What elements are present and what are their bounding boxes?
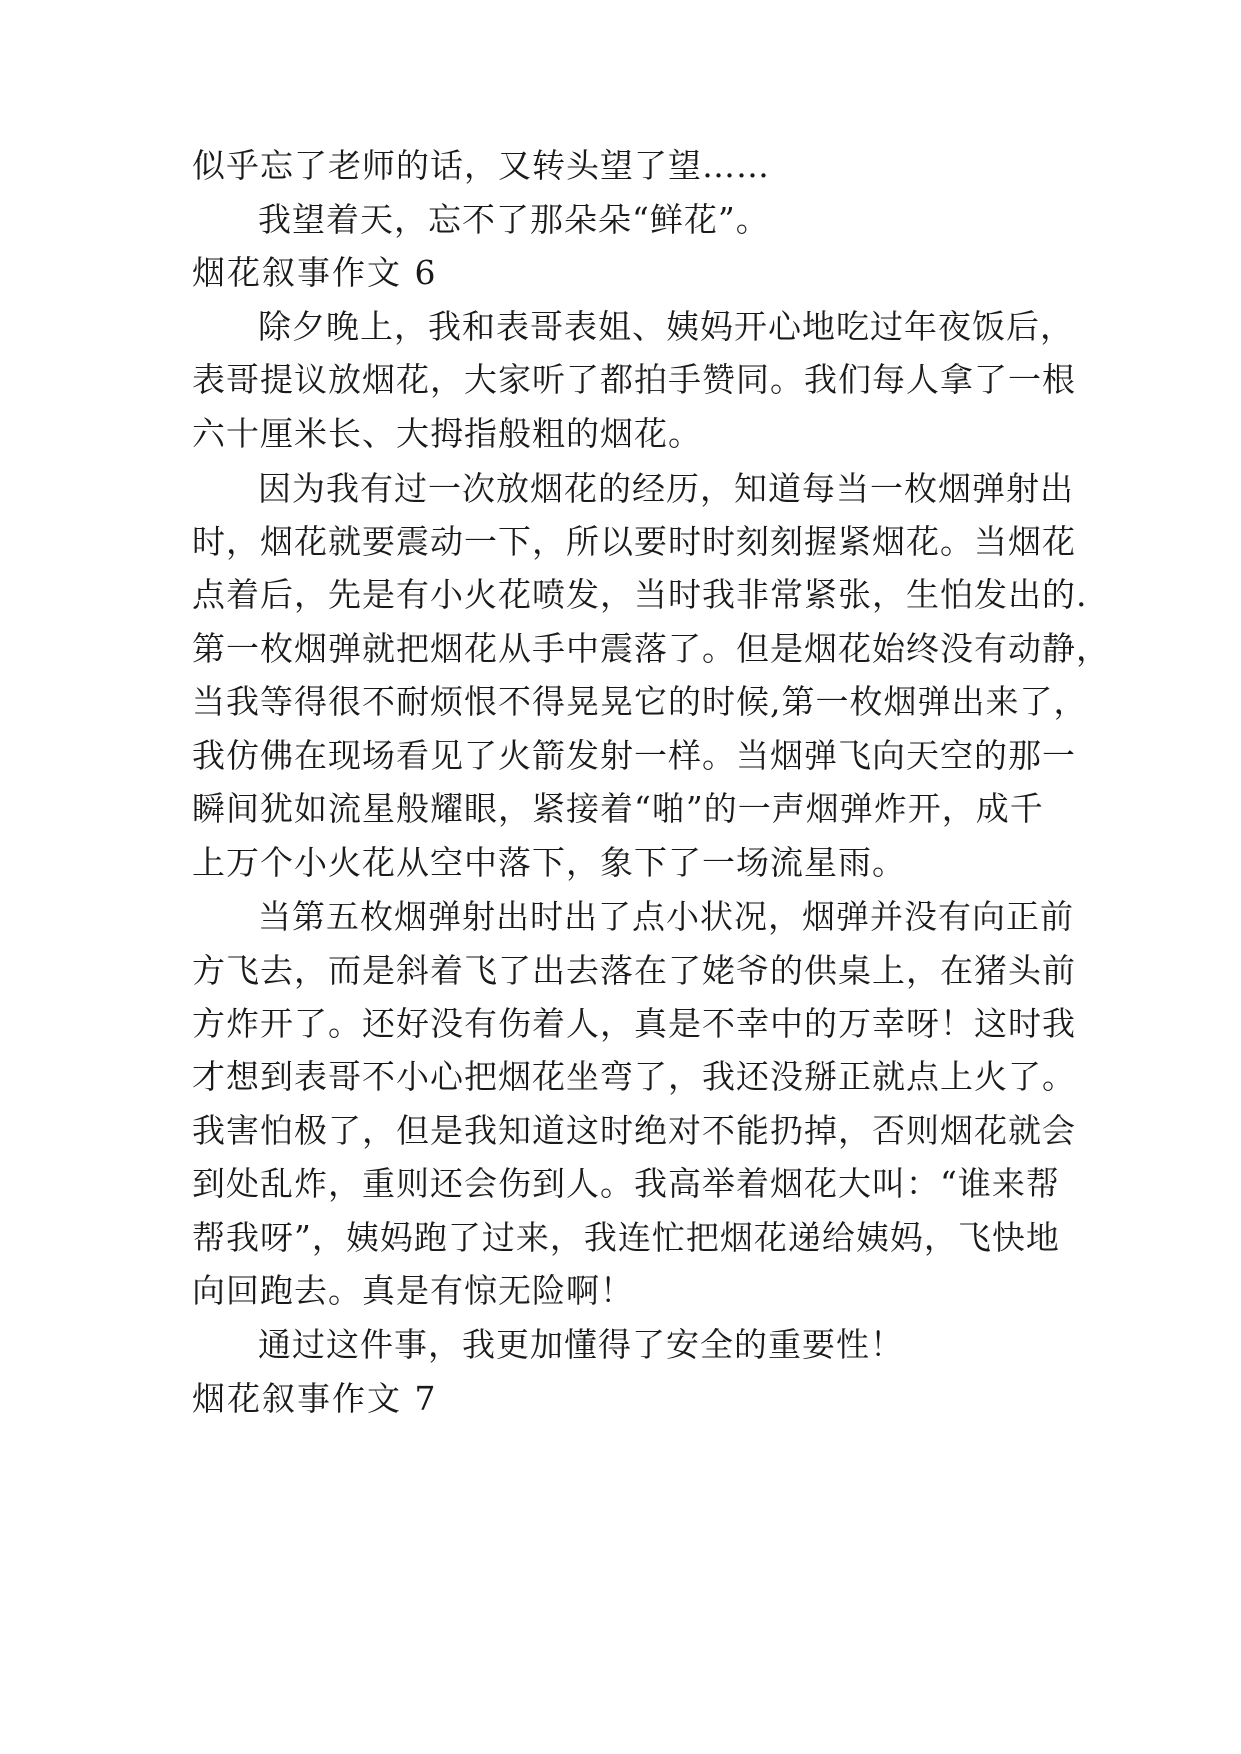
paragraph-line: 第一枚烟弹就把烟花从手中震落了。但是烟花始终没有动静， — [192, 629, 1110, 668]
paragraph-line: 因为我有过一次放烟花的经历，知道每当一枚烟弹射出 — [258, 469, 1074, 508]
paragraph-line: 才想到表哥不小心把烟花坐弯了，我还没掰正就点上火了。 — [192, 1057, 1076, 1096]
paragraph-line: 向回跑去。真是有惊无险啊！ — [192, 1271, 634, 1310]
paragraph-line: 除夕晚上，我和表哥表姐、姨妈开心地吃过年夜饭后， — [258, 307, 1074, 346]
paragraph-line: 时，烟花就要震动一下，所以要时时刻刻握紧烟花。当烟花 — [192, 522, 1076, 561]
paragraph-line: 方炸开了。还好没有伤着人，真是不幸中的万幸呀！这时我 — [192, 1004, 1076, 1043]
paragraph-line: 方飞去，而是斜着飞了出去落在了姥爷的供桌上，在猪头前 — [192, 951, 1076, 990]
paragraph-line: 当第五枚烟弹射出时出了点小状况，烟弹并没有向正前 — [258, 897, 1074, 936]
section-heading: 烟花叙事作文 6 — [192, 253, 438, 292]
paragraph-line: 当我等得很不耐烦恨不得晃晃它的时候,第一枚烟弹出来了， — [192, 682, 1088, 721]
section-heading: 烟花叙事作文 7 — [192, 1379, 438, 1418]
paragraph-line: 似乎忘了老师的话，又转头望了望…… — [192, 146, 770, 185]
paragraph-line: 点着后，先是有小火花喷发，当时我非常紧张，生怕发出的. — [192, 575, 1088, 614]
paragraph-line: 六十厘米长、大拇指般粗的烟花。 — [192, 414, 702, 453]
paragraph-line: 我害怕极了，但是我知道这时绝对不能扔掉，否则烟花就会 — [192, 1111, 1076, 1150]
paragraph-line: 帮我呀”，姨妈跑了过来，我连忙把烟花递给姨妈，飞快地 — [192, 1218, 1060, 1257]
paragraph-line: 到处乱炸，重则还会伤到人。我高举着烟花大叫：“谁来帮 — [192, 1164, 1060, 1203]
paragraph-line: 表哥提议放烟花，大家听了都拍手赞同。我们每人拿了一根 — [192, 360, 1076, 399]
paragraph-line: 上万个小火花从空中落下，象下了一场流星雨。 — [192, 843, 906, 882]
paragraph-line: 我望着天，忘不了那朵朵“鲜花”。 — [258, 200, 770, 239]
paragraph-line: 我仿佛在现场看见了火箭发射一样。当烟弹飞向天空的那一 — [192, 736, 1076, 775]
paragraph-line: 瞬间犹如流星般耀眼，紧接着“啪”的一声烟弹炸开，成千 — [192, 789, 1044, 828]
paragraph-line: 通过这件事，我更加懂得了安全的重要性！ — [258, 1325, 904, 1364]
